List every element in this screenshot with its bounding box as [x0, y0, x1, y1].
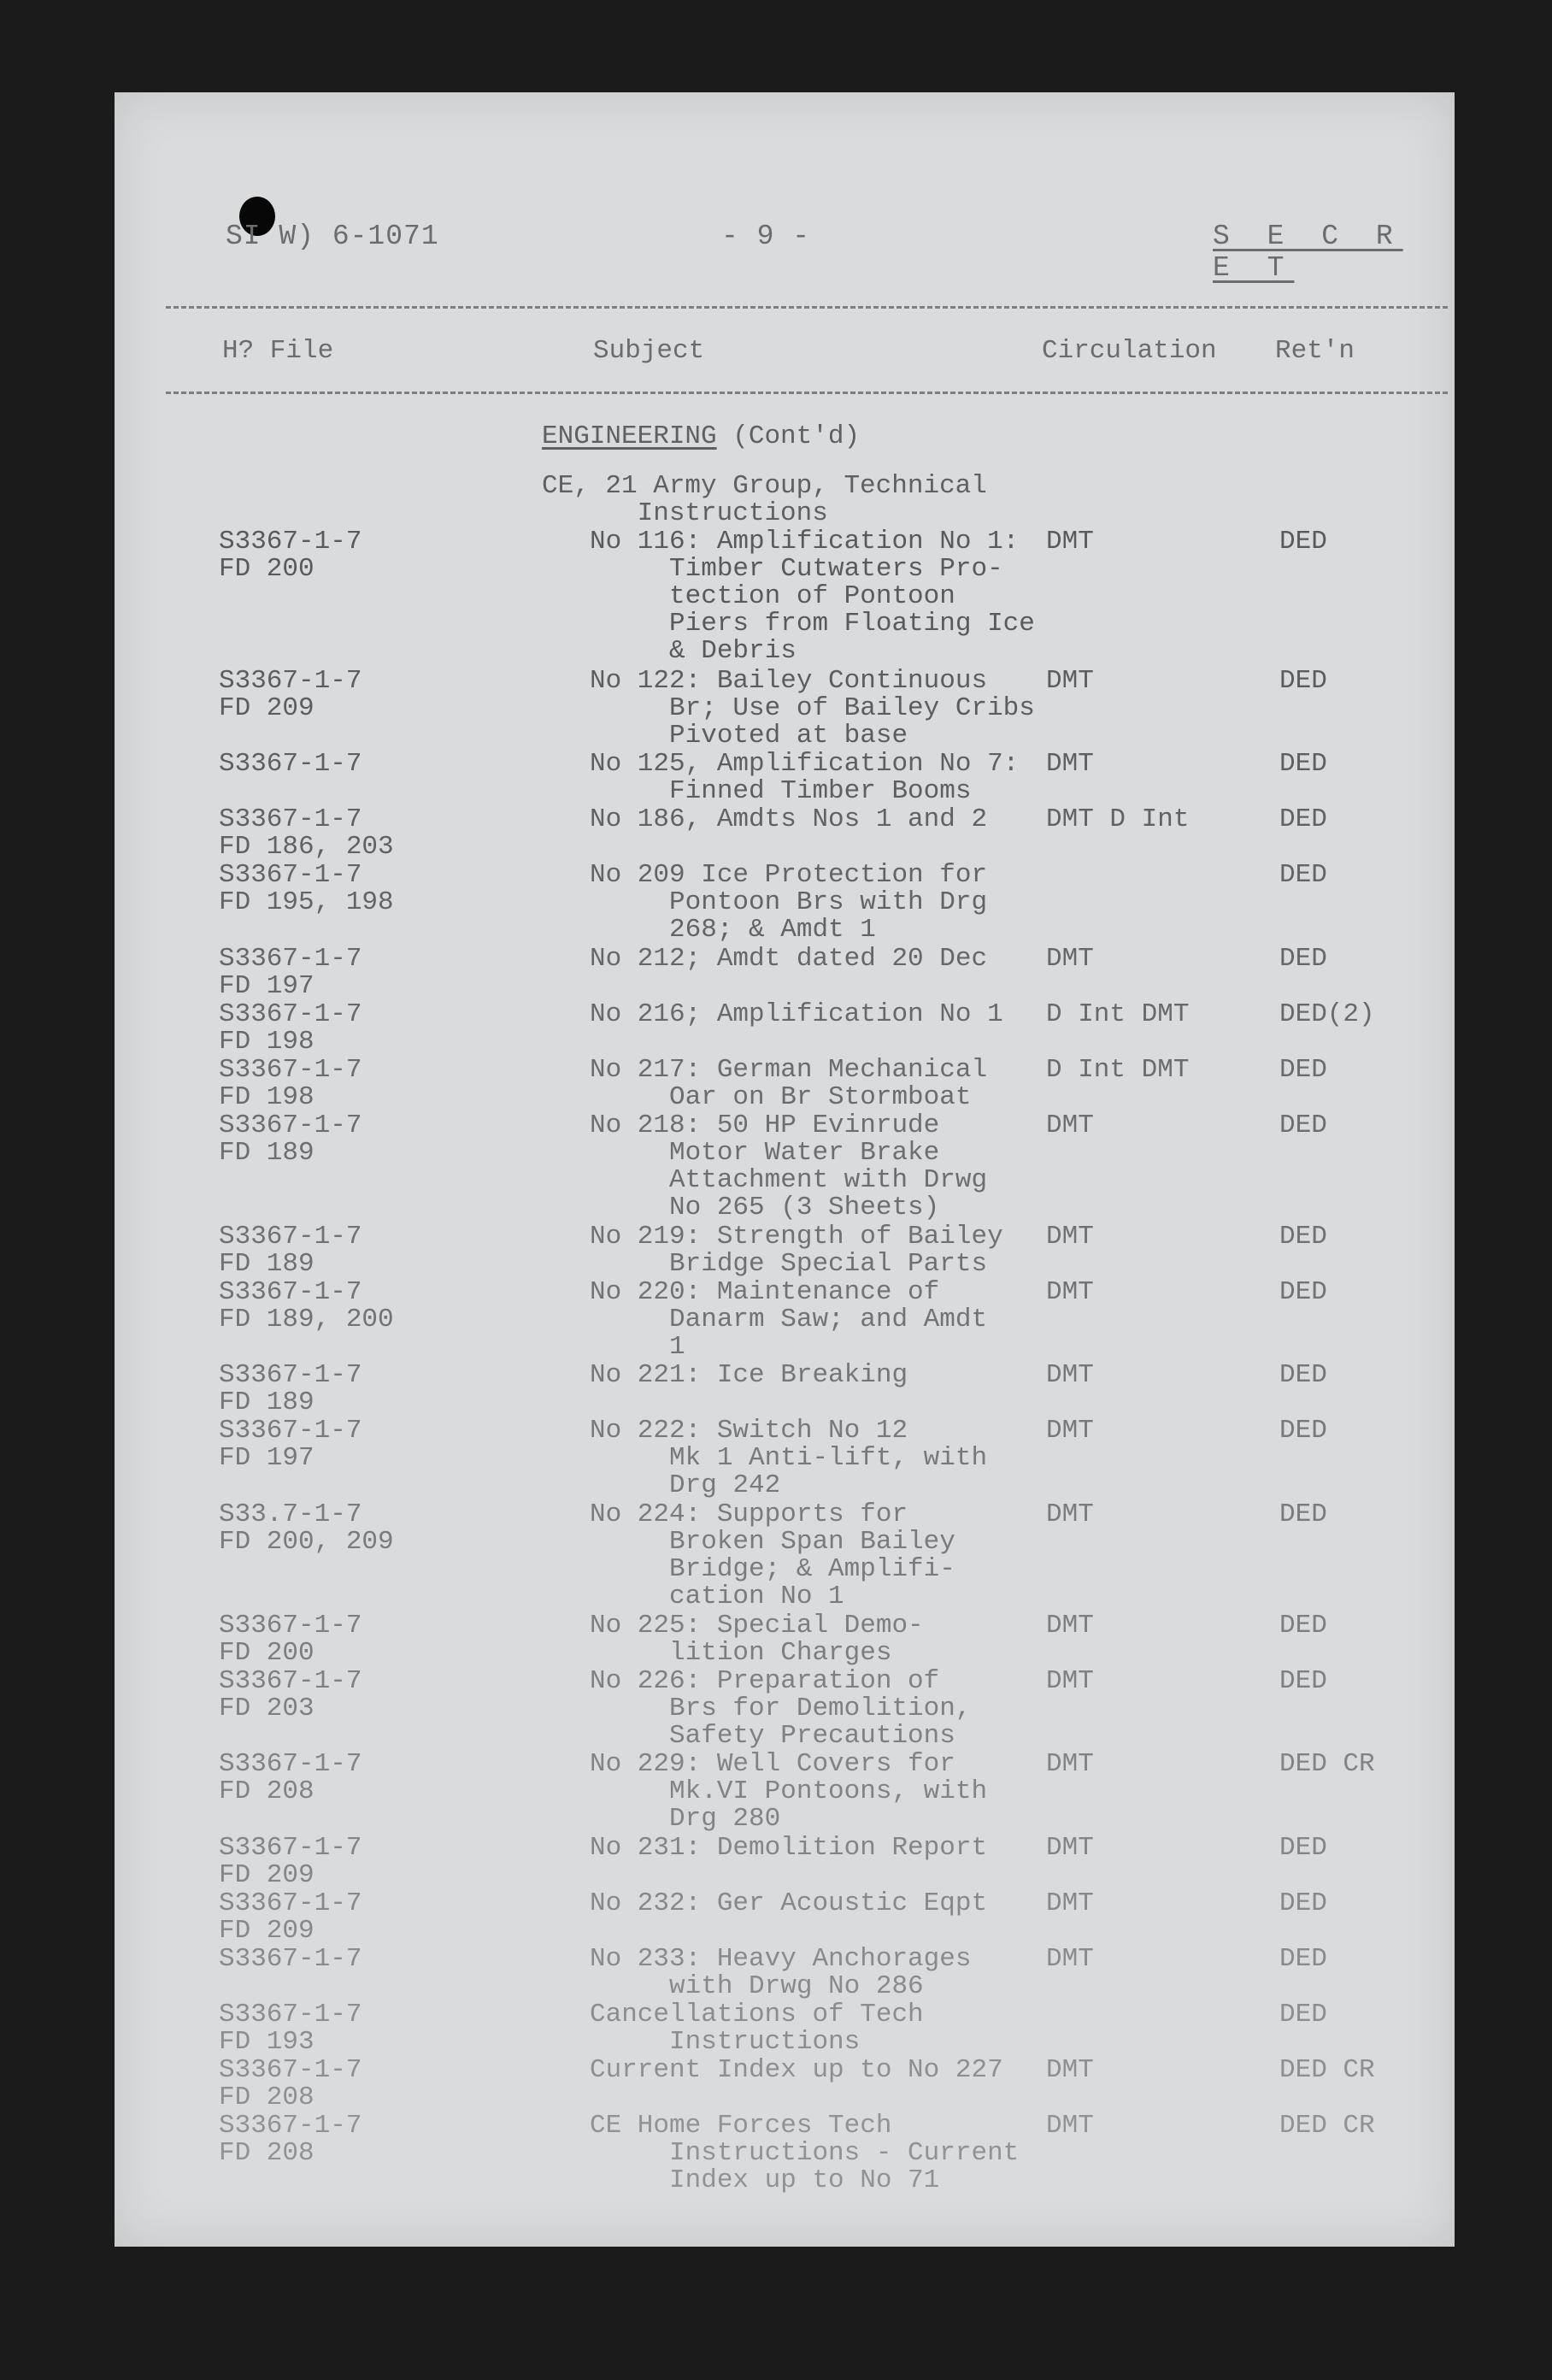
cell-retn: DED: [1279, 1110, 1327, 1140]
cell-circulation: DMT: [1046, 1665, 1094, 1696]
cell-circulation: D Int DMT: [1046, 1054, 1190, 1085]
cell-subject: No 233: Heavy Anchorages with Drwg No 286: [590, 1943, 972, 2001]
cell-subject: No 232: Ger Acoustic Eqpt: [590, 1888, 988, 1918]
cell-subject: No 209 Ice Protection for Pontoon Brs with Drg 268; & Amdt 1: [590, 860, 988, 945]
cell-retn: DED: [1279, 1888, 1327, 1918]
cell-retn: DED: [1279, 1665, 1327, 1696]
column-header-circulation: Circulation: [1042, 336, 1217, 366]
cell-subject: No 219: Strength of Bailey Bridge Special Parts: [590, 1221, 1003, 1279]
cell-subject: No 125, Amplification No 7: Finned Timber Booms: [590, 749, 1020, 806]
cell-subject: No 186, Amdts Nos 1 and 2: [590, 804, 988, 834]
cell-subject: No 212; Amdt dated 20 Dec: [590, 943, 988, 974]
cell-file: S3367-1-7 FD 209: [219, 665, 362, 723]
cell-circulation: DMT: [1046, 527, 1094, 557]
cell-subject: No 226: Preparation of Brs for Demolition, Safety Precautions: [590, 1665, 972, 1751]
cell-circulation: DMT: [1046, 1416, 1094, 1446]
cell-subject: No 220: Maintenance of Danarm Saw; and Amdt 1: [590, 1276, 988, 1362]
cell-subject: No 218: 50 HP Evinrude Motor Water Brake Attachment with Drwg No 265 (3 Sheets): [590, 1110, 988, 1222]
cell-retn: DED: [1279, 1416, 1327, 1446]
cell-retn: DED CR: [1279, 1749, 1375, 1779]
cell-file: S3367-1-7 FD 189: [219, 1221, 362, 1279]
cell-retn: DED: [1279, 1499, 1327, 1529]
cell-retn: DED: [1279, 665, 1327, 696]
section-suffix: (Cont'd): [716, 421, 861, 451]
cell-retn: DED: [1279, 527, 1327, 557]
cell-circulation: D Int DMT: [1046, 999, 1190, 1029]
cell-file: S3367-1-7 FD 189, 200: [219, 1276, 394, 1334]
cell-retn: DED: [1279, 860, 1327, 890]
cell-retn: DED: [1279, 804, 1327, 834]
cell-subject: No 231: Demolition Report: [590, 1832, 988, 1863]
cell-file: S3367-1-7 FD 203: [219, 1665, 362, 1723]
cell-file: S3367-1-7 FD 208: [219, 2110, 362, 2168]
classification-marking: S E C R E T: [1213, 221, 1403, 284]
cell-circulation: DMT: [1046, 1943, 1094, 1974]
cell-circulation: DMT: [1046, 1749, 1094, 1779]
cell-subject: No 122: Bailey Continuous Br; Use of Bailey Cribs Pivoted at base: [590, 665, 1035, 751]
cell-retn: DED: [1279, 1832, 1327, 1863]
cell-file: S3367-1-7 FD 208: [219, 1749, 362, 1806]
cell-file: S33.7-1-7 FD 200, 209: [219, 1499, 394, 1557]
document-page: [115, 92, 1455, 2247]
cell-retn: DED: [1279, 943, 1327, 974]
cell-file: S3367-1-7 FD 189: [219, 1110, 362, 1168]
cell-file: S3367-1-7: [219, 1943, 362, 1974]
cell-circulation: DMT: [1046, 1499, 1094, 1529]
cell-subject: Cancellations of Tech Instructions: [590, 1999, 924, 2057]
page-number: - 9 -: [721, 221, 811, 252]
cell-retn: DED: [1279, 1276, 1327, 1307]
column-header-subject: Subject: [593, 336, 705, 366]
cell-file: S3367-1-7 FD 193: [219, 1999, 362, 2057]
document-reference: SI W) 6-1071: [226, 221, 439, 252]
header-rule-bottom: [166, 392, 1448, 394]
cell-file: S3367-1-7 FD 197: [219, 943, 362, 1001]
cell-file: S3367-1-7 FD 186, 203: [219, 804, 394, 862]
section-intro: CE, 21 Army Group, Technical Instructions: [542, 471, 987, 528]
cell-circulation: DMT: [1046, 665, 1094, 696]
cell-circulation: DMT D Int: [1046, 804, 1190, 834]
cell-subject: No 222: Switch No 12 Mk 1 Anti-lift, with Drg 242: [590, 1416, 988, 1500]
cell-circulation: DMT: [1046, 1832, 1094, 1863]
cell-retn: DED CR: [1279, 2110, 1375, 2141]
column-header-file: H? File: [222, 336, 334, 366]
cell-retn: DED: [1279, 1221, 1327, 1252]
cell-subject: No 225: Special Demo- lition Charges: [590, 1610, 924, 1668]
cell-file: S3367-1-7 FD 208: [219, 2054, 362, 2112]
cell-circulation: DMT: [1046, 1221, 1094, 1252]
cell-file: S3367-1-7 FD 200: [219, 1610, 362, 1668]
cell-circulation: DMT: [1046, 1110, 1094, 1140]
cell-file: S3367-1-7 FD 209: [219, 1888, 362, 1946]
cell-file: S3367-1-7 FD 195, 198: [219, 860, 394, 917]
cell-retn: DED: [1279, 1610, 1327, 1641]
cell-subject: Current Index up to No 227: [590, 2054, 1003, 2085]
cell-circulation: DMT: [1046, 2110, 1094, 2141]
cell-circulation: DMT: [1046, 1888, 1094, 1918]
cell-file: S3367-1-7 FD 197: [219, 1416, 362, 1473]
cell-retn: DED: [1279, 749, 1327, 779]
section-heading: [542, 421, 860, 451]
cell-file: S3367-1-7 FD 198: [219, 1054, 362, 1112]
cell-subject: CE Home Forces Tech Instructions - Current Index up to No 71: [590, 2110, 1020, 2195]
cell-file: S3367-1-7 FD 200: [219, 527, 362, 584]
cell-circulation: DMT: [1046, 1276, 1094, 1307]
cell-subject: No 221: Ice Breaking: [590, 1360, 908, 1390]
cell-circulation: DMT: [1046, 749, 1094, 779]
section-title: ENGINEERING: [542, 421, 717, 451]
cell-retn: DED: [1279, 1360, 1327, 1390]
cell-retn: DED: [1279, 1054, 1327, 1085]
cell-retn: DED: [1279, 1943, 1327, 1974]
cell-file: S3367-1-7: [219, 749, 362, 779]
cell-retn: DED(2): [1279, 999, 1375, 1029]
cell-circulation: DMT: [1046, 1360, 1094, 1390]
cell-subject: No 224: Supports for Broken Span Bailey Bridge; & Amplifi- cation No 1: [590, 1499, 955, 1611]
cell-retn: DED CR: [1279, 2054, 1375, 2085]
cell-retn: DED: [1279, 1999, 1327, 2029]
cell-subject: No 229: Well Covers for Mk.VI Pontoons, with Drg 280: [590, 1749, 988, 1834]
column-header-retn: Ret'n: [1275, 336, 1355, 366]
cell-file: S3367-1-7 FD 209: [219, 1832, 362, 1890]
cell-subject: No 217: German Mechanical Oar on Br Stormboat: [590, 1054, 988, 1112]
cell-circulation: DMT: [1046, 1610, 1094, 1641]
header-rule-top: [166, 306, 1448, 309]
cell-file: S3367-1-7 FD 198: [219, 999, 362, 1057]
cell-circulation: DMT: [1046, 943, 1094, 974]
cell-subject: No 116: Amplification No 1: Timber Cutwaters Pro- tection of Pontoon Piers from Floating Ice & Debris: [590, 527, 1035, 666]
cell-file: S3367-1-7 FD 189: [219, 1360, 362, 1417]
cell-subject: No 216; Amplification No 1: [590, 999, 1003, 1029]
cell-circulation: DMT: [1046, 2054, 1094, 2085]
